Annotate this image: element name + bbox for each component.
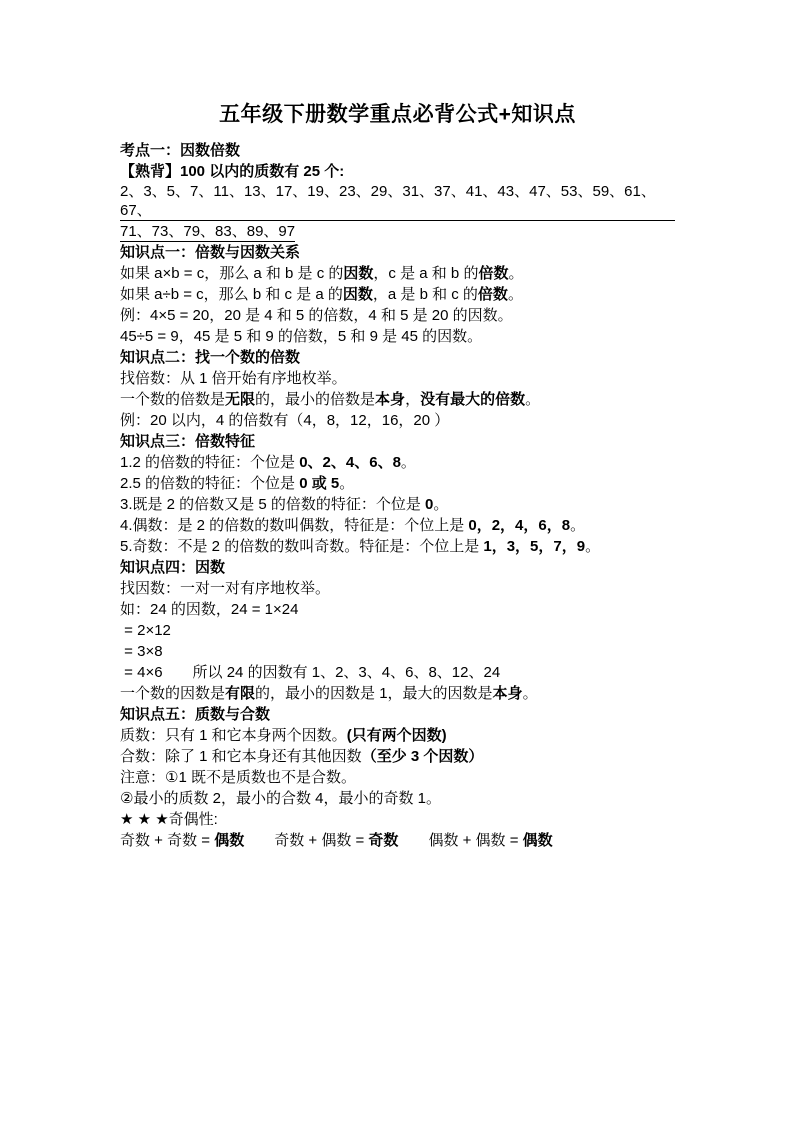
body-text: 一个数的因数是 [120,685,226,702]
body-text: = 3×8 [120,643,163,660]
underlined-text: 71、73、79、83、89、97 [120,223,296,240]
body-text: = 2×12 [120,622,171,639]
page-title: 五年级下册数学重点必背公式+知识点 [219,103,576,126]
body-text: 如果 a÷b = c，那么 b 和 c 是 a 的 [120,286,343,303]
body-text: 合数：除了 1 和它本身还有其他因数 [120,748,362,765]
body-text: 。 [522,685,538,702]
body-text: 的，最小的倍数是 [255,391,376,408]
body-text: 。 [433,496,449,513]
body-text: = 4×6 所以 24 的因数有 1、2、3、4、6、8、12、24 [120,664,501,681]
emphasis-text: 知识点二：找一个数的倍数 [120,349,301,366]
text-line [120,536,675,557]
emphasis-text: 奇数 [368,832,399,849]
body-text: 的，最小的因数是 1，最大的因数是 [255,685,493,702]
text-line [120,452,675,473]
underlined-text: 2、3、5、7、11、13、17、19、23、29、31、37、41、43、47、53、59、61、67、 [120,182,675,221]
knowledge-point-1-heading [120,242,675,263]
text-line [120,746,675,767]
body-text: 如果 a×b = c，那么 a 和 b 是 c 的 [120,265,344,282]
text-line [120,641,675,662]
body-text: 。 [585,538,601,555]
body-text: 找倍数：从 1 倍开始有序地枚举。 [120,370,347,387]
text-line [120,263,675,284]
body-text: 偶数 + 偶数 = [398,832,523,849]
emphasis-text: 本身 [492,685,523,702]
text-line [120,368,675,389]
memorize-note [120,161,675,182]
emphasis-text: 【熟背】100 以内的质数有 25 个: [120,163,345,180]
emphasis-text: 倍数 [477,286,508,303]
document-body [120,140,675,851]
body-text: 45÷5 = 9，45 是 5 和 9 的倍数，5 和 9 是 45 的因数。 [120,328,483,345]
text-line [120,284,675,305]
body-text: 。 [339,475,355,492]
body-text: 例：4×5 = 20，20 是 4 和 5 的倍数，4 和 5 是 20 的因数。 [120,307,513,324]
parity-rules [120,830,675,851]
emphasis-text: 知识点四：因数 [120,559,226,576]
emphasis-text: 因数 [342,286,373,303]
emphasis-text: 1，3，5，7，9 [483,538,586,555]
emphasis-text: 0 或 5 [299,475,340,492]
body-text: ，a 是 b 和 c 的 [372,286,478,303]
body-text: 3.既是 2 的倍数又是 5 的倍数的特征：个位是 [120,496,426,513]
body-text: ★ ★ ★奇偶性: [120,811,218,828]
emphasis-text: (只有两个因数) [346,727,447,744]
body-text: 1.2 的倍数的特征：个位是 [120,454,300,471]
knowledge-point-2-heading [120,347,675,368]
emphasis-text: 知识点一：倍数与因数关系 [120,244,301,261]
body-text: 找因数：一对一对有序地枚举。 [120,580,331,597]
emphasis-text: 没有最大的倍数 [420,391,526,408]
text-line [120,305,675,326]
emphasis-text: 0，2，4，6，8 [468,517,571,534]
emphasis-text: 知识点五：质数与合数 [120,706,271,723]
text-line [120,494,675,515]
text-line [120,683,675,704]
text-line [120,599,675,620]
text-line [120,578,675,599]
text-line [120,389,675,410]
emphasis-text: 因数 [343,265,374,282]
body-text: 奇数 + 奇数 = [120,832,215,849]
text-line [120,788,675,809]
body-text: 4.偶数：是 2 的倍数的数叫偶数，特征是：个位上是 [120,517,469,534]
prime-numbers-line-1 [120,182,675,221]
parity-heading [120,809,675,830]
emphasis-text: 偶数 [522,832,553,849]
body-text: 。 [400,454,416,471]
prime-numbers-line-2 [120,221,675,242]
body-text: 5.奇数：不是 2 的倍数的数叫奇数。特征是：个位上是 [120,538,484,555]
emphasis-text: 知识点三：倍数特征 [120,433,256,450]
body-text: 。 [525,391,541,408]
body-text: 。 [507,286,523,303]
emphasis-text: 偶数 [214,832,245,849]
text-line [120,767,675,788]
emphasis-text: 倍数 [478,265,509,282]
body-text: ，c 是 a 和 b 的 [373,265,479,282]
knowledge-point-5-heading [120,704,675,725]
emphasis-text: 无限 [225,391,256,408]
text-line [120,515,675,536]
text-line [120,725,675,746]
body-text: 。 [570,517,586,534]
body-text: 。 [508,265,524,282]
body-text: 例：20 以内，4 的倍数有（4，8，12，16，20 ） [120,412,450,429]
body-text: ②最小的质数 2，最小的合数 4，最小的奇数 1。 [120,790,441,807]
body-text: 2.5 的倍数的特征：个位是 [120,475,300,492]
body-text: 质数：只有 1 和它本身两个因数。 [120,727,347,744]
emphasis-text: （至少 3 个因数） [361,748,484,765]
emphasis-text: 0、2、4、6、8 [299,454,401,471]
body-text: 一个数的倍数是 [120,391,226,408]
text-line [120,473,675,494]
text-line [120,662,675,683]
body-text: 如：24 的因数，24 = 1×24 [120,601,299,618]
body-text: 注意：①1 既不是质数也不是合数。 [120,769,356,786]
emphasis-text: 考点一：因数倍数 [120,142,241,159]
emphasis-text: 本身 [375,391,406,408]
knowledge-point-3-heading [120,431,675,452]
text-line [120,620,675,641]
emphasis-text: 有限 [225,685,256,702]
body-text: 奇数 + 偶数 = [244,832,369,849]
text-line [120,326,675,347]
body-text: ， [405,391,421,408]
knowledge-point-4-heading [120,557,675,578]
text-line [120,410,675,431]
exam-point-1-heading [120,140,675,161]
emphasis-text: 0 [425,496,434,513]
